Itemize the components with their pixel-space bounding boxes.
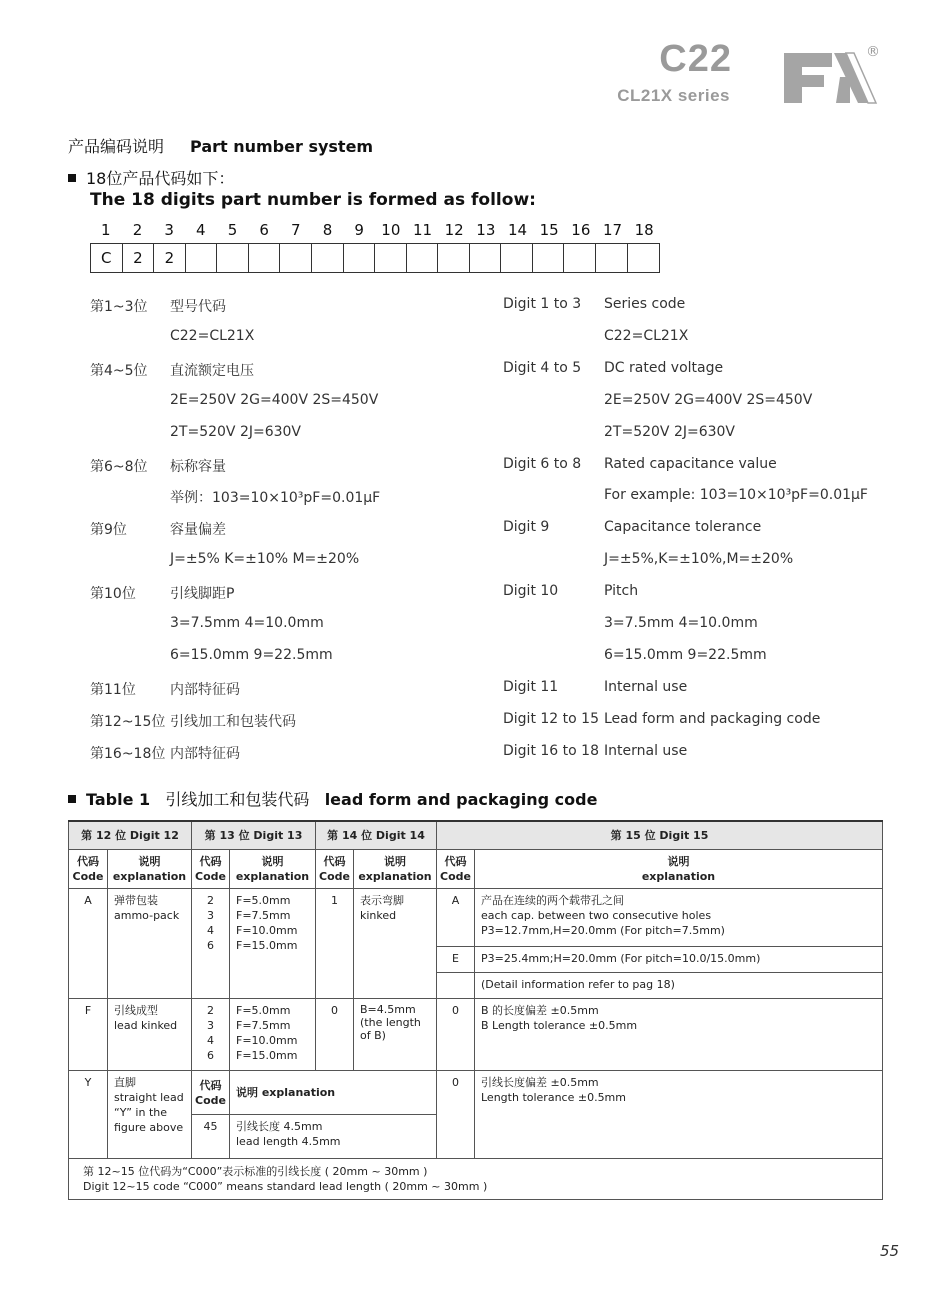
- exp-zh: 说明: [261, 855, 284, 868]
- digit-number: 8: [322, 221, 333, 239]
- digit-box-cell: [312, 244, 344, 272]
- series-model-title: C22: [659, 38, 732, 80]
- subheader-exp-14: [354, 850, 437, 889]
- spec-zh-desc: J=±5% K=±10% M=±20%: [170, 551, 360, 568]
- subheader-code-12: [69, 850, 108, 889]
- spec-zh-desc: 2E=250V 2G=400V 2S=450V: [170, 391, 379, 408]
- bullet-icon: [68, 174, 76, 182]
- spec-en-desc: Internal use: [604, 742, 688, 759]
- header-digit14: 第 14 位 Digit 14: [316, 821, 437, 850]
- subheader-code-15: [437, 850, 475, 889]
- digit-box-cell: [438, 244, 470, 272]
- digit-number: 12: [444, 221, 464, 239]
- digit-number: 15: [539, 221, 559, 239]
- code-zh: 代码: [444, 855, 467, 868]
- code-en: Code: [440, 870, 471, 883]
- spec-en-desc: Series code: [604, 296, 686, 312]
- digit-number: 18: [634, 221, 654, 239]
- digit-number: 9: [354, 221, 364, 239]
- rowA-exp15e: P3=25.4mm;H=20.0mm (For pitch=10.0/15.0mm): [475, 947, 883, 973]
- spec-en-pos: Digit 1 to 3: [503, 296, 582, 312]
- digit-number: 10: [381, 221, 401, 239]
- digit-box-cell: [407, 244, 439, 272]
- rowY-exp12: 直脚 straight lead “Y” in the figure above: [108, 1071, 192, 1159]
- spec-zh-pos: 第6~8位: [90, 458, 148, 475]
- table-title-en: lead form and packaging code: [324, 790, 598, 809]
- digit-box-cell: 2: [123, 244, 155, 272]
- digit-number: 13: [476, 221, 496, 239]
- spec-zh-pos: 第16~18位: [90, 745, 166, 762]
- spec-en-pos: Digit 9: [503, 519, 550, 536]
- spec-zh-pos: 第12~15位: [90, 713, 166, 730]
- rowA-code15a: A: [437, 889, 475, 947]
- rowA-blank15: [437, 973, 475, 999]
- spec-zh-desc: 直流额定电压: [170, 362, 254, 379]
- header-digit13: 第 13 位 Digit 13: [192, 821, 316, 850]
- spec-zh-desc: 3=7.5mm 4=10.0mm: [170, 615, 324, 631]
- rowY-exp1314: 引线长度 4.5mm lead length 4.5mm: [230, 1115, 437, 1159]
- spec-zh-desc: 容量偏差: [170, 522, 226, 539]
- exp-en: explanation: [641, 870, 716, 883]
- digit-number: 6: [259, 221, 269, 239]
- series-subtitle: CL21X series: [617, 86, 730, 105]
- digit-box-cell: [186, 244, 218, 272]
- spec-en-pos: Digit 11: [503, 678, 559, 695]
- digit-box-cell: [596, 244, 628, 272]
- packaging-code-table: [68, 820, 883, 1200]
- spec-zh-desc: 6=15.0mm 9=22.5mm: [170, 646, 333, 663]
- table-title: [68, 787, 597, 810]
- spec-zh-pos: 第4~5位: [90, 362, 148, 379]
- digit-box-row: [90, 243, 660, 273]
- spec-en-desc: Capacitance tolerance: [604, 519, 762, 536]
- spec-zh-desc: 内部特征码: [170, 681, 240, 698]
- table-title-zh: 引线加工和包装代码: [165, 790, 310, 809]
- code-en: Code: [319, 870, 350, 883]
- rowA-exp12: 弹带包装 ammo-pack: [108, 889, 192, 999]
- rowA-code12: A: [69, 889, 108, 999]
- subheader-exp-13: [230, 850, 316, 889]
- digit-number: 17: [602, 221, 623, 239]
- spec-zh-desc: C22=CL21X: [170, 327, 255, 344]
- spec-en-desc: For example: 103=10×10³pF=0.01μF: [604, 487, 868, 504]
- rowF-codes13: 2 3 4 6: [192, 999, 230, 1071]
- spec-en-desc: C22=CL21X: [604, 327, 689, 344]
- spec-en-pos: Digit 6 to 8: [503, 455, 582, 472]
- rowY-subheader-code: [192, 1071, 230, 1115]
- code-zh: 代码: [77, 855, 99, 868]
- rowA-code14: 1: [316, 889, 354, 999]
- rowF-code12: F: [69, 999, 108, 1071]
- digit-box-cell: [501, 244, 533, 272]
- exp-en: explanation: [235, 870, 310, 883]
- digits-intro-en: The 18 digits part number is formed as follow:: [90, 190, 536, 210]
- digit-number: 5: [227, 221, 238, 239]
- rowA-exp13: F=5.0mm F=7.5mm F=10.0mm F=15.0mm: [230, 889, 316, 999]
- digit-box-cell: [217, 244, 249, 272]
- spec-en-pos: Digit 4 to 5: [503, 359, 582, 376]
- spec-zh-pos: 第1~3位: [90, 299, 148, 315]
- rowY-subheader-exp: 说明 explanation: [230, 1071, 437, 1115]
- digit-box-cell: [470, 244, 502, 272]
- title-en: Part number system: [190, 137, 374, 156]
- digit-box-cell: [564, 244, 596, 272]
- rowF-exp15: B 的长度偏差 ±0.5mm B Length tolerance ±0.5mm: [475, 999, 883, 1071]
- spec-en-desc: 2T=520V 2J=630V: [604, 423, 736, 440]
- table-footnote: [69, 1159, 883, 1200]
- spec-en-pos: Digit 16 to 18: [503, 742, 599, 759]
- footnote-en: Digit 12~15 code “C000” means standard lead length ( 20mm ~ 30mm ): [83, 1180, 488, 1193]
- code-zh: 代码: [199, 855, 222, 868]
- code-en: Code: [72, 870, 104, 883]
- spec-en-desc: DC rated voltage: [604, 359, 724, 376]
- rowA-code15e: E: [437, 947, 475, 973]
- spec-zh-desc: 型号代码: [170, 299, 226, 315]
- digit-number: 7: [291, 221, 301, 239]
- footnote-zh: 第 12~15 位代码为“C000”表示标准的引线长度 ( 20mm ~ 30mm ): [83, 1165, 428, 1178]
- spec-en-pos: Digit 12 to 15: [503, 710, 599, 727]
- spec-zh-desc: 标称容量: [170, 458, 226, 475]
- digit-number: 3: [164, 221, 174, 239]
- header-digit15: 第 15 位 Digit 15: [437, 821, 883, 850]
- rowF-exp12: 引线成型 lead kinked: [108, 999, 192, 1071]
- digit-number: 1: [101, 221, 111, 239]
- rowF-code14: 0: [316, 999, 354, 1071]
- digit-box-cell: [533, 244, 565, 272]
- spec-en-desc: Lead form and packaging code: [604, 710, 821, 727]
- digits-intro-zh-line: [68, 166, 234, 189]
- exp-en: explanation: [358, 870, 432, 883]
- digit-box-cell: [375, 244, 407, 272]
- digit-box-cell: [280, 244, 312, 272]
- code-en: Code: [195, 870, 226, 883]
- rowA-exp14: 表示弯脚 kinked: [354, 889, 437, 999]
- digit-number: 16: [571, 221, 591, 239]
- spec-zh-desc: 内部特征码: [170, 745, 240, 762]
- spec-zh-desc: 2T=520V 2J=630V: [170, 423, 302, 440]
- rowY-code1314: 45: [192, 1115, 230, 1159]
- bullet-icon: [68, 795, 76, 803]
- exp-en: explanation: [112, 870, 187, 883]
- digit-box-cell: [628, 244, 660, 272]
- exp-zh: 说明: [138, 855, 161, 868]
- spec-zh-pos: 第11位: [90, 681, 136, 698]
- rowA-detail: (Detail information refer to pag 18): [475, 973, 883, 999]
- digit-number: 11: [412, 221, 433, 239]
- registered-mark: ®: [866, 44, 880, 60]
- rowF-code15: 0: [437, 999, 475, 1071]
- page-number: 55: [880, 1242, 900, 1260]
- code-zh: 代码: [199, 1078, 222, 1092]
- rowA-codes13: 2 3 4 6: [192, 889, 230, 999]
- digit-number: 2: [132, 221, 143, 239]
- digit-number: 14: [507, 221, 528, 239]
- digit-box-cell: 2: [154, 244, 186, 272]
- code-en: Code: [195, 1093, 226, 1107]
- spec-en-desc: 3=7.5mm 4=10.0mm: [604, 615, 758, 631]
- spec-en-desc: 2E=250V 2G=400V 2S=450V: [604, 391, 813, 408]
- spec-en-desc: Rated capacitance value: [604, 455, 777, 472]
- rowA-exp15a: 产品在连续的两个载带孔之间 each cap. between two consecutive holes P3=12.7mm,H=20.0mm (For pitch=7.5mm): [475, 889, 883, 947]
- exp-zh: 说明: [667, 855, 690, 868]
- spec-zh-desc: 举例：103=10×10³pF=0.01μF: [170, 490, 381, 507]
- digits-intro-zh: 18位产品代码如下：: [86, 169, 235, 188]
- header-digit12: 第 12 位 Digit 12: [69, 821, 192, 850]
- spec-en-pos: Digit 10: [503, 583, 559, 600]
- code-zh: 代码: [323, 855, 346, 868]
- spec-zh-desc: 引线加工和包装代码: [170, 713, 296, 730]
- spec-zh-desc: 引线脚距P: [170, 586, 235, 603]
- spec-en-desc: Pitch: [604, 583, 639, 600]
- spec-en-desc: 6=15.0mm 9=22.5mm: [604, 646, 767, 663]
- title-zh: 产品编码说明: [68, 137, 165, 156]
- section-title: [68, 134, 373, 157]
- rowY-code15: 0: [437, 1071, 475, 1159]
- digit-number: 4: [196, 221, 206, 239]
- rowF-exp14: B=4.5mm (the length of B): [354, 999, 437, 1071]
- rowF-exp13: F=5.0mm F=7.5mm F=10.0mm F=15.0mm: [230, 999, 316, 1071]
- digit-box-cell: [249, 244, 281, 272]
- table-label: Table 1: [86, 790, 151, 809]
- exp-zh: 说明: [384, 855, 406, 868]
- spec-zh-pos: 第9位: [90, 522, 127, 539]
- digit-box-cell: [344, 244, 376, 272]
- subheader-exp-12: [108, 850, 192, 889]
- subheader-exp-15: [475, 850, 883, 889]
- spec-en-desc: J=±5%,K=±10%,M=±20%: [604, 551, 794, 568]
- digit-box-cell: C: [91, 244, 123, 272]
- rowY-exp15: 引线长度偏差 ±0.5mm Length tolerance ±0.5mm: [475, 1071, 883, 1159]
- spec-en-desc: Internal use: [604, 678, 688, 695]
- subheader-code-14: [316, 850, 354, 889]
- spec-zh-pos: 第10位: [90, 586, 136, 603]
- rowY-code12: Y: [69, 1071, 108, 1159]
- subheader-code-13: [192, 850, 230, 889]
